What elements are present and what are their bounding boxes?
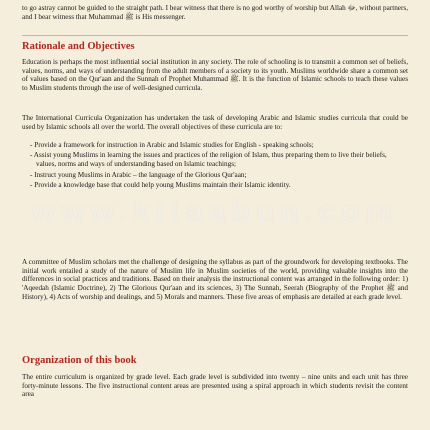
objectives-list	[30, 141, 406, 191]
rationale-paragraph-1: Education is perhaps the most influential social institution in any society. The role of schooling is to transmit a common set of beliefs, values, norms, and ways of understanding from the adult members of a society to its youth. Muslims worldwide share a common set of values based on the Qur'aan and the Sunnah of Prophet Muhammad ﷺ. It is the function of Islamic schools to teach these values to Muslim students through the use of well-designed curricula.	[22, 58, 408, 93]
section-heading-organization: Organization of this book	[22, 355, 137, 366]
objective-item: - Provide a framework for instruction in Arabic and Islamic studies for English - speaking schools;	[30, 141, 314, 149]
rationale-paragraph-2: The International Curricula Organization has undertaken the task of developing Arabic and Islamic studies curricula that could be used by Islamic schools all over the world. The overall objectives of these curricula are to:	[22, 114, 408, 131]
intro-fragment: to go astray cannot be guided to the straight path. I bear witness that there is no god worthy of worship but Allah ﷻ, without partners, and I bear witness that Muhammad ﷺ is His messenger.	[22, 4, 408, 21]
objective-item: - Assist young Muslims in learning the issues and practices of the religion of Islam, thus preparing them to live their beliefs, values, norms and ways of understanding based on Islamic teachings;	[30, 151, 387, 169]
organization-paragraph-1: The entire curriculum is organized by grade level. Each grade level is subdivided into twenty – nine units and each unit has three forty-minute lessons. The five instructional content areas are presented using a spiral approach in which students revisit the content area	[22, 373, 408, 399]
objective-item: - Provide a knowledge base that could help young Muslims maintain their Islamic identity.	[30, 180, 291, 189]
rationale-paragraph-3: A committee of Muslim scholars met the challenge of designing the syllabus as part of the groundwork for developing textbooks. The initial work entailed a study of the nature of Muslim life in Muslim societies of the world, providing valuable insights into the differences in social practices and traditions. Based on their analysis the instructional content was arranged in the following order: 1) 'Aqeedah (Islamic Doctrine), 2) The Glorious Qur'aan and its sciences, 3) The Sunnah, Seerah (Biography of the Prophet ﷺ and History), 4) Acts of worship and dealings, and 5) Morals and manners. These five areas of emphasis are detailed at each grade level.	[22, 258, 409, 301]
objective-item: - Instruct young Muslims in Arabic – the language of the Glorious Qur'aan;	[30, 170, 247, 179]
watermark-text: www.kitaabun.com	[31, 195, 399, 228]
section-divider	[22, 35, 408, 36]
section-heading-rationale: Rationale and Objectives	[22, 41, 135, 52]
